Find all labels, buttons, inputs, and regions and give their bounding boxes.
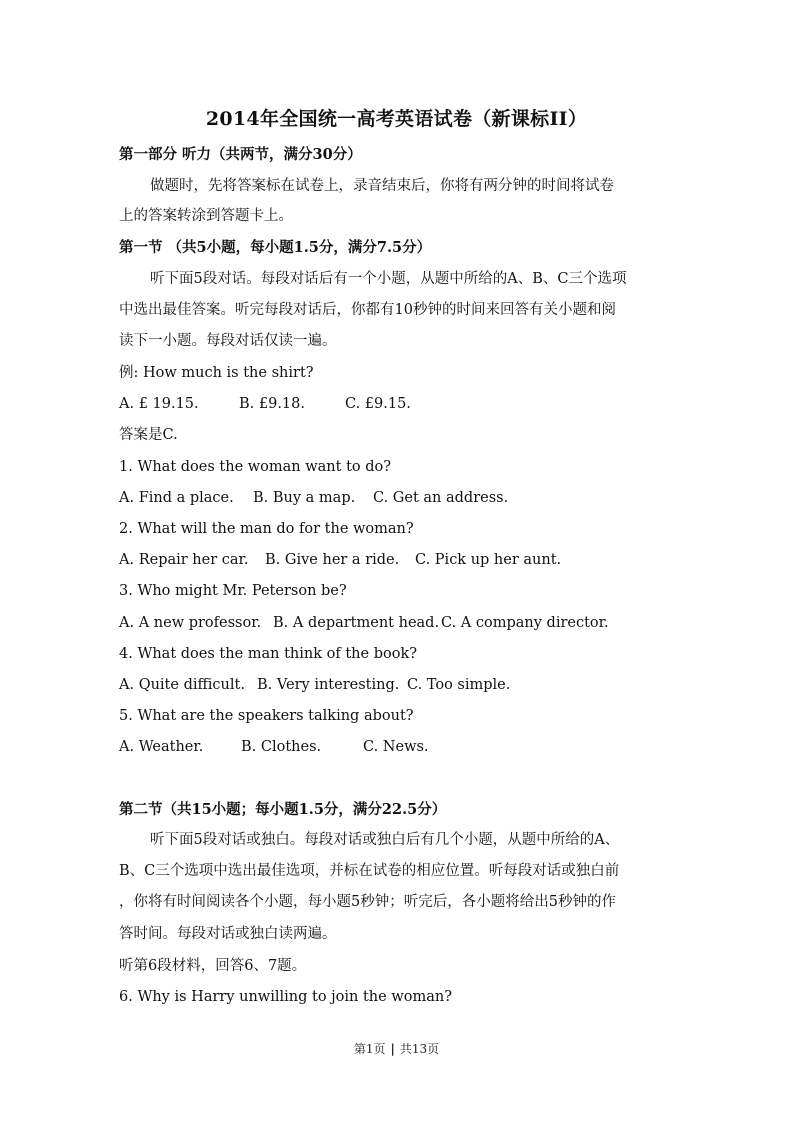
question-2: 2. What will the man do for the woman? [119,521,414,537]
option-c: C. A company director. [441,615,609,631]
option-a: A. Repair her car. [119,552,249,568]
option-a: A. A new professor. [119,615,262,631]
question-1: 1. What does the woman want to do? [119,459,392,475]
option-b: B. Clothes. [241,739,322,755]
option-a: A. £ 19.15. [119,396,199,412]
question-4-options [119,675,679,695]
section1-intro-line-2: 中选出最佳答案。听完每段对话后，你都有10秒钟的时间来回答有关小题和阅 [119,302,616,318]
part1-heading: 第一部分 听力（共两节，满分30分） [119,146,362,163]
question-3-options [119,613,679,633]
question-1-options [119,488,679,508]
part1-intro-line-2: 上的答案转涂到答题卡上。 [119,208,293,224]
option-b: B. Very interesting. [257,677,400,693]
option-c: C. Get an address. [373,490,509,506]
total-pages: 共13页 [399,1042,440,1056]
question-5: 5. What are the speakers talking about? [119,708,414,724]
section2-intro-line-4: 答时间。每段对话或独白读两遍。 [119,926,337,942]
option-b: B. Give her a ride. [265,552,400,568]
option-c: C. News. [363,739,429,755]
option-a: A. Find a place. [119,490,234,506]
page-title: 2014年全国统一高考英语试卷（新课标II） [205,108,588,130]
option-b: B. A department head. [273,615,440,631]
section2-intro-line-2: B、C三个选项中选出最佳选项，并标在试卷的相应位置。听每段对话或独白前 [119,863,620,879]
option-c: C. Pick up her aunt. [415,552,562,568]
section2-intro-line-3: ，你将有时间阅读各个小题，每小题5秒钟；听完后，各小题将给出5秒钟的作 [119,894,616,910]
option-b: B. Buy a map. [253,490,356,506]
page-number: 第1页 [353,1042,386,1056]
example-question: 例: How much is the shirt? [119,365,314,381]
example-answer: 答案是C. [119,427,178,443]
example-options [119,394,679,414]
section2-heading: 第二节（共15小题；每小题1.5分，满分22.5分） [119,801,447,818]
material-6-instruction: 听第6段材料，回答6、7题。 [119,958,307,974]
section1-intro-line-1: 听下面5段对话。每段对话后有一个小题，从题中所给的A、B、C三个选项 [150,271,627,287]
option-a: A. Weather. [119,739,204,755]
question-6: 6. Why is Harry unwilling to join the woman? [119,989,452,1005]
option-a: A. Quite difficult. [119,677,245,693]
footer-separator: | [390,1042,395,1056]
question-3: 3. Who might Mr. Peterson be? [119,583,347,599]
part1-intro-line-1: 做题时，先将答案标在试卷上，录音结束后，你将有两分钟的时间将试卷 [150,178,614,194]
option-c: C. Too simple. [407,677,511,693]
question-4: 4. What does the man think of the book? [119,646,418,662]
section1-heading: 第一节 （共5小题，每小题1.5分，满分7.5分） [119,239,432,256]
page-footer [0,1040,793,1057]
option-b: B. £9.18. [239,396,305,412]
question-5-options [119,737,679,757]
section2-intro-line-1: 听下面5段对话或独白。每段对话或独白后有几个小题，从题中所给的A、 [150,832,620,848]
section1-intro-line-3: 读下一小题。每段对话仅读一遍。 [119,333,337,349]
option-c: C. £9.15. [345,396,411,412]
question-2-options [119,550,679,570]
